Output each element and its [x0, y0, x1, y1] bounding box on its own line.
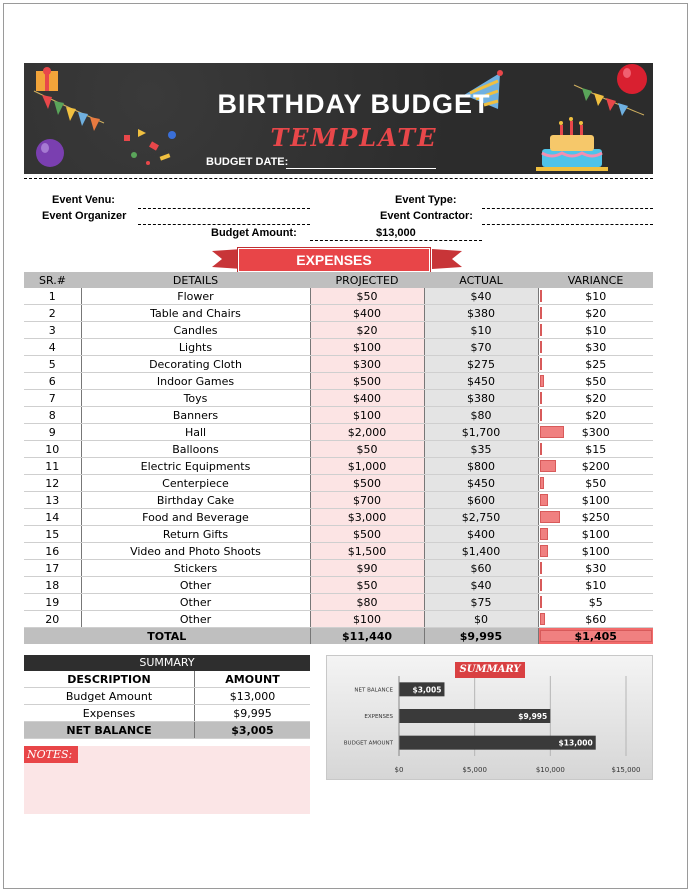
table-row [24, 288, 653, 305]
category-label: EXPENSES [364, 714, 393, 720]
variance-value: $200 [581, 459, 610, 473]
variance-bar [540, 562, 542, 574]
projected-cell[interactable]: $400 [310, 305, 424, 322]
projected-cell[interactable]: $3,000 [310, 509, 424, 526]
table-row [24, 509, 653, 526]
variance-value: $20 [585, 391, 607, 405]
variance-bar [540, 494, 548, 506]
projected-cell[interactable]: $100 [310, 407, 424, 424]
sr-cell: 16 [24, 543, 81, 560]
summary-col-description: DESCRIPTION [24, 671, 195, 688]
projected-cell[interactable]: $1,500 [310, 543, 424, 560]
projected-cell[interactable]: $500 [310, 475, 424, 492]
variance-bar [540, 545, 548, 557]
sr-cell: 15 [24, 526, 81, 543]
data-label: $13,000 [558, 738, 593, 748]
sr-cell: 1 [24, 288, 81, 305]
x-tick-label: $5,000 [462, 766, 487, 774]
event-organizer-field[interactable] [138, 224, 310, 225]
projected-cell[interactable]: $1,000 [310, 458, 424, 475]
variance-cell [538, 628, 653, 645]
col-header-projected: PROJECTED [310, 272, 424, 288]
event-venue-field[interactable] [138, 208, 310, 209]
table-row [24, 475, 653, 492]
sr-cell: 19 [24, 594, 81, 611]
summary-description: Expenses [24, 705, 195, 722]
sr-cell: 6 [24, 373, 81, 390]
variance-value: $50 [585, 476, 607, 490]
actual-cell[interactable]: $275 [424, 356, 538, 373]
details-cell[interactable]: Flower [81, 288, 310, 305]
summary-amount[interactable]: $13,000 [195, 688, 311, 705]
sr-cell: 14 [24, 509, 81, 526]
details-cell[interactable]: Candles [81, 322, 310, 339]
details-cell[interactable]: Other [81, 577, 310, 594]
summary-row [24, 705, 310, 722]
sr-cell: 5 [24, 356, 81, 373]
actual-cell[interactable]: $35 [424, 441, 538, 458]
data-label: $3,005 [412, 685, 442, 695]
details-cell[interactable]: Birthday Cake [81, 492, 310, 509]
details-cell[interactable]: Other [81, 611, 310, 628]
sr-cell: 13 [24, 492, 81, 509]
table-row [24, 594, 653, 611]
details-cell[interactable]: Centerpiece [81, 475, 310, 492]
projected-cell[interactable]: $20 [310, 322, 424, 339]
details-cell[interactable]: Other [81, 594, 310, 611]
table-row [24, 407, 653, 424]
details-cell[interactable]: Food and Beverage [81, 509, 310, 526]
variance-cell [538, 458, 653, 475]
table-row [24, 492, 653, 509]
sr-cell: 8 [24, 407, 81, 424]
variance-bar [540, 341, 542, 353]
variance-bar [540, 596, 542, 608]
col-header-sr: SR.# [24, 272, 81, 288]
variance-cell [538, 407, 653, 424]
col-header-actual: ACTUAL [424, 272, 538, 288]
variance-value: $1,405 [574, 629, 617, 643]
projected-cell[interactable]: $11,440 [310, 628, 424, 645]
table-row [24, 356, 653, 373]
total-row [24, 628, 653, 645]
page-subtitle: TEMPLATE [270, 123, 438, 152]
expenses-ribbon: EXPENSES [238, 248, 430, 272]
event-contractor-label: Event Contractor: [380, 210, 473, 222]
projected-cell[interactable]: $400 [310, 390, 424, 407]
variance-value: $30 [585, 561, 607, 575]
projected-cell[interactable]: $500 [310, 373, 424, 390]
variance-bar [540, 477, 544, 489]
variance-value: $10 [585, 578, 607, 592]
chart-title: SUMMARY [455, 662, 525, 678]
table-row [24, 543, 653, 560]
summary-heading: SUMMARY [24, 655, 310, 671]
variance-bar [540, 307, 542, 319]
actual-cell[interactable]: $450 [424, 373, 538, 390]
actual-cell[interactable]: $380 [424, 305, 538, 322]
total-label: TOTAL [24, 628, 310, 645]
sr-cell: 3 [24, 322, 81, 339]
sr-cell: 17 [24, 560, 81, 577]
variance-value: $300 [581, 425, 610, 439]
page-title: BIRTHDAY BUDGET [217, 89, 491, 119]
variance-cell [538, 543, 653, 560]
x-tick-label: $15,000 [611, 766, 641, 774]
details-cell[interactable]: Toys [81, 390, 310, 407]
actual-cell[interactable]: $75 [424, 594, 538, 611]
event-organizer-label: Event Organizer [42, 210, 127, 222]
variance-value: $60 [585, 612, 607, 626]
projected-cell[interactable]: $2,000 [310, 424, 424, 441]
variance-value: $100 [581, 544, 610, 558]
variance-cell [538, 356, 653, 373]
variance-value: $10 [585, 289, 607, 303]
variance-bar [540, 528, 548, 540]
event-venue-label: Event Venu: [52, 194, 115, 206]
actual-cell[interactable]: $600 [424, 492, 538, 509]
variance-cell [538, 611, 653, 628]
variance-cell [538, 526, 653, 543]
x-tick-label: $10,000 [535, 766, 565, 774]
table-row [24, 560, 653, 577]
variance-value: $5 [588, 595, 603, 609]
data-label: $9,995 [518, 712, 548, 721]
variance-cell [538, 509, 653, 526]
table-row [24, 339, 653, 356]
projected-cell[interactable]: $50 [310, 577, 424, 594]
notes-label: NOTES: [24, 746, 78, 763]
header-banner [24, 63, 653, 174]
variance-cell [538, 322, 653, 339]
table-row [24, 526, 653, 543]
expenses-table [24, 272, 653, 644]
actual-cell[interactable]: $380 [424, 390, 538, 407]
variance-cell [538, 560, 653, 577]
budget-amount-value[interactable]: $13,000 [376, 227, 416, 239]
sr-cell: 4 [24, 339, 81, 356]
variance-bar [540, 613, 545, 625]
variance-value: $50 [585, 374, 607, 388]
actual-cell[interactable]: $400 [424, 526, 538, 543]
budget-amount-label: Budget Amount: [211, 227, 297, 239]
actual-cell[interactable]: $70 [424, 339, 538, 356]
variance-value: $100 [581, 527, 610, 541]
summary-amount[interactable]: $9,995 [195, 705, 311, 722]
summary-row [24, 688, 310, 705]
variance-bar [540, 409, 542, 421]
variance-bar [540, 511, 560, 523]
table-row [24, 458, 653, 475]
sr-cell: 2 [24, 305, 81, 322]
table-row [24, 373, 653, 390]
table-row [24, 305, 653, 322]
variance-cell [538, 475, 653, 492]
variance-value: $30 [585, 340, 607, 354]
actual-cell[interactable]: $0 [424, 611, 538, 628]
col-header-variance: VARIANCE [538, 272, 653, 288]
projected-cell[interactable]: $100 [310, 611, 424, 628]
projected-cell[interactable]: $50 [310, 288, 424, 305]
variance-bar [540, 290, 542, 302]
variance-cell [538, 441, 653, 458]
actual-cell[interactable]: $800 [424, 458, 538, 475]
variance-bar [540, 579, 542, 591]
variance-cell [538, 594, 653, 611]
table-header-row [24, 272, 653, 288]
variance-bar [540, 392, 542, 404]
details-cell[interactable]: Lights [81, 339, 310, 356]
details-cell[interactable]: Decorating Cloth [81, 356, 310, 373]
variance-bar [540, 324, 542, 336]
actual-cell[interactable]: $40 [424, 288, 538, 305]
event-type-label: Event Type: [395, 194, 457, 206]
category-label: BUDGET AMOUNT [343, 740, 393, 747]
summary-description: Budget Amount [24, 688, 195, 705]
details-cell[interactable]: Return Gifts [81, 526, 310, 543]
variance-cell [538, 339, 653, 356]
actual-cell[interactable]: $40 [424, 577, 538, 594]
category-label: NET BALANCE [354, 687, 393, 694]
actual-cell[interactable]: $80 [424, 407, 538, 424]
budget-amount-underline [310, 240, 482, 241]
budget-date-field[interactable] [286, 168, 436, 169]
sr-cell: 18 [24, 577, 81, 594]
actual-cell[interactable]: $2,750 [424, 509, 538, 526]
summary-table [24, 671, 310, 739]
variance-bar [540, 358, 542, 370]
net-balance-value[interactable]: $3,005 [195, 722, 311, 739]
variance-value: $10 [585, 323, 607, 337]
details-cell[interactable]: Electric Equipments [81, 458, 310, 475]
variance-value: $25 [585, 357, 607, 371]
variance-cell [538, 288, 653, 305]
variance-cell [538, 305, 653, 322]
actual-cell[interactable]: $450 [424, 475, 538, 492]
variance-cell [538, 373, 653, 390]
sr-cell: 12 [24, 475, 81, 492]
x-tick-label: $0 [394, 766, 404, 774]
table-row [24, 322, 653, 339]
variance-value: $15 [585, 442, 607, 456]
actual-cell[interactable]: $60 [424, 560, 538, 577]
details-cell[interactable]: Balloons [81, 441, 310, 458]
table-row [24, 390, 653, 407]
variance-bar [540, 460, 556, 472]
sr-cell: 10 [24, 441, 81, 458]
col-header-details: DETAILS [81, 272, 310, 288]
table-row [24, 441, 653, 458]
summary-col-amount: AMOUNT [195, 671, 311, 688]
sr-cell: 20 [24, 611, 81, 628]
variance-cell [538, 424, 653, 441]
projected-cell[interactable]: $80 [310, 594, 424, 611]
sr-cell: 11 [24, 458, 81, 475]
variance-value: $20 [585, 408, 607, 422]
variance-bar [540, 426, 564, 438]
variance-bar [540, 375, 544, 387]
notes-area[interactable] [24, 746, 310, 814]
projected-cell[interactable]: $100 [310, 339, 424, 356]
projected-cell[interactable]: $500 [310, 526, 424, 543]
variance-cell [538, 577, 653, 594]
details-cell[interactable]: Stickers [81, 560, 310, 577]
variance-value: $250 [581, 510, 610, 524]
actual-cell[interactable]: $9,995 [424, 628, 538, 645]
table-row [24, 611, 653, 628]
details-cell[interactable]: Indoor Games [81, 373, 310, 390]
divider [24, 178, 653, 179]
details-cell[interactable]: Video and Photo Shoots [81, 543, 310, 560]
table-row [24, 424, 653, 441]
variance-cell [538, 390, 653, 407]
details-cell[interactable]: Banners [81, 407, 310, 424]
details-cell[interactable]: Hall [81, 424, 310, 441]
projected-cell[interactable]: $300 [310, 356, 424, 373]
actual-cell[interactable]: $1,700 [424, 424, 538, 441]
summary-chart [326, 655, 653, 780]
event-type-field[interactable] [482, 208, 653, 209]
projected-cell[interactable]: $50 [310, 441, 424, 458]
table-row [24, 577, 653, 594]
variance-bar [540, 443, 542, 455]
actual-cell[interactable]: $10 [424, 322, 538, 339]
summary-header-row [24, 671, 310, 688]
details-cell[interactable]: Table and Chairs [81, 305, 310, 322]
budget-date-label: BUDGET DATE: [206, 156, 289, 168]
sr-cell: 9 [24, 424, 81, 441]
event-contractor-field[interactable] [482, 224, 653, 225]
projected-cell[interactable]: $700 [310, 492, 424, 509]
actual-cell[interactable]: $1,400 [424, 543, 538, 560]
projected-cell[interactable]: $90 [310, 560, 424, 577]
variance-cell [538, 492, 653, 509]
sr-cell: 7 [24, 390, 81, 407]
variance-value: $20 [585, 306, 607, 320]
net-balance-label: NET BALANCE [24, 722, 195, 739]
variance-value: $100 [581, 493, 610, 507]
net-balance-row [24, 722, 310, 739]
